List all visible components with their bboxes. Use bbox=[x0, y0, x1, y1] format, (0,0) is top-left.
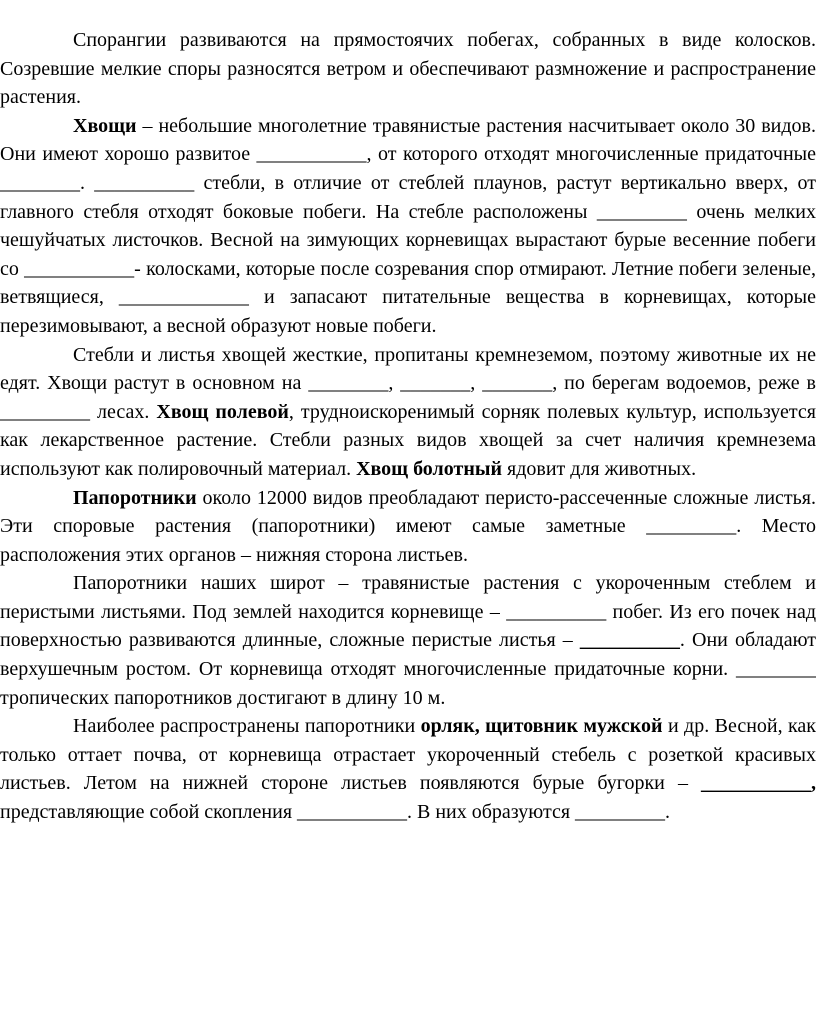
paragraph-common-ferns: Наиболее распространены папоротники орляк, щитовник мужской и др. Весной, как только оттает почва, от корневища отрастает укороченный стебель с розеткой красивых листьев. Летом на нижней стороне листьев появляются бурые бугорки – ___________, представляющие собой скопления ___________. В них образуются _________. bbox=[0, 715, 816, 824]
bold-term: Папоротники bbox=[73, 486, 197, 509]
paragraph-ferns: Папоротники около 12000 видов преобладают перисто-рассеченные сложные листья. Эти споровые растения (папоротники) имеют самые заметные _________. Место расположения этих органов – нижняя сторона листьев. bbox=[0, 486, 816, 566]
paragraph-temperate-ferns: Папоротники наших широт – травянистые растения с укороченным стеблем и перистыми листьями. Под землей находится корневище – __________ побег. Из его почек над поверхностью развиваются длинные, сложные перистые листья – __________. Они обладают верхушечным ростом. От корневища отходят многочисленные придаточные корни. ________ тропических папоротников достигают в длину 10 м. bbox=[0, 572, 816, 709]
bold-term: Хвощ полевой bbox=[156, 400, 289, 423]
paragraph-horsetail-habitat: Стебли и листья хвощей жесткие, пропитаны кремнеземом, поэтому животные их не едят. Хвощи растут в основном на ________, _______, _______, по берегам водоемов, реже в _________ лесах. Хвощ полевой, трудноискоренимый сорняк полевых культур, используется как лекарственное растение. Стебли разных видов хвощей за счет наличия кремнезема используют как полировочный материал. Хвощ болотный ядовит для животных. bbox=[0, 343, 816, 480]
bold-term: орляк, щитовник мужской bbox=[420, 715, 663, 738]
bold-term: Хвощ болотный bbox=[356, 457, 502, 480]
bold-term: ___________, bbox=[701, 772, 816, 795]
bold-term: __________ bbox=[579, 629, 680, 652]
paragraph-sporangia: Спорангии развиваются на прямостоячих побегах, собранных в виде колосков. Созревшие мелкие споры разносятся ветром и обеспечивают размножение и распространение растения. bbox=[0, 29, 816, 109]
paragraph-horsetails: Хвощи – небольшие многолетние травянистые растения насчитывает около 30 видов. Они имеют хорошо развитое ___________, от которого отходят многочисленные придаточные ________. __________ стебли, в отличие от стеблей плаунов, растут вертикально вверх, от главного стебля отходят боковые побеги. На стебле расположены _________ очень мелких чешуйчатых листочков. Весной на зимующих корневищах вырастают бурые весенние побеги со ___________- колосками, которые после созревания спор отмирают. Летние побеги зеленые, ветвящиеся, _____________ и запасают питательные вещества в корневищах, которые перезимовывают, а весной образуют новые побеги. bbox=[0, 114, 816, 337]
bold-term: Хвощи bbox=[73, 114, 137, 137]
